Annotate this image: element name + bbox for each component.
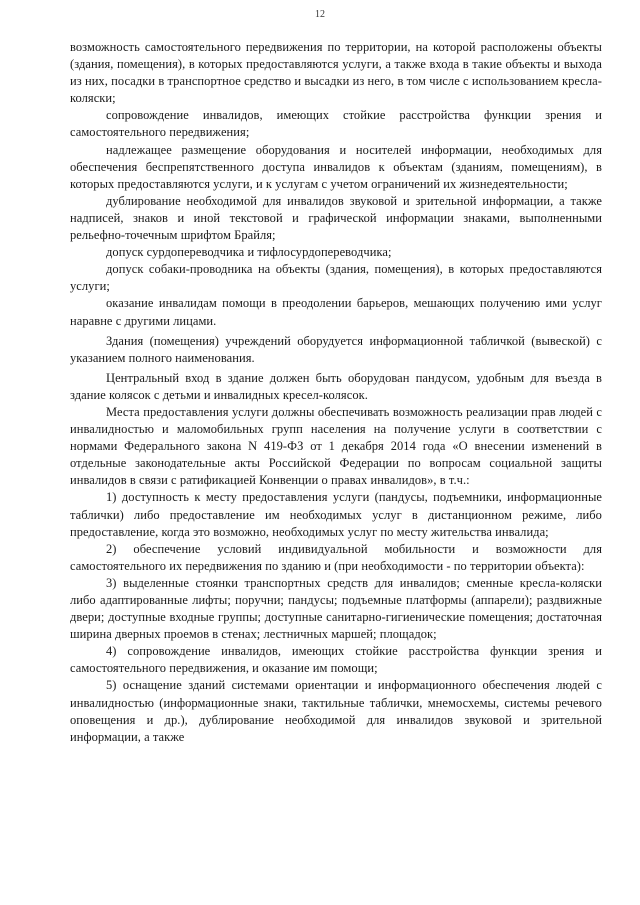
list-item-3: 3) выделенные стоянки транспортных средств для инвалидов; сменные кресла-коляски либо адаптированные лифты; поручни; пандусы; подъемные платформы (аппарели); раздвижные двери; доступные входные группы; доступные санитарно-гигиенические помещения; достаточная ширина дверных проемов в стенах; лестничных маршей; площадок;	[70, 575, 602, 642]
page-number: 12	[315, 9, 325, 20]
paragraph-service-places: Места предоставления услуги должны обеспечивать возможность реализации прав людей с инвалидностью и маломобильных групп населения на получение услуги в соответствии с нормами Федерального закона N 419-ФЗ от 1 декабря 2014 года «О внесении изменений в отдельные законодательные акты Российской Федерации по вопросам социальной защиты инвалидов в связи с ратификацией Конвенции о правах инвалидов», в т.ч.:	[70, 404, 602, 488]
paragraph-escort: сопровождение инвалидов, имеющих стойкие расстройства функции зрения и самостоятельного передвижения;	[70, 108, 602, 140]
paragraph-guide-dog: допуск собаки-проводника на объекты (здания, помещения), в которых предоставляются услуги;	[70, 262, 602, 294]
paragraph-equipment-placement: надлежащее размещение оборудования и носителей информации, необходимых для обеспечения беспрепятственного доступа инвалидов к объектам (зданиям, помещениям), в которых предоставляются услуги, и к услугам с учетом ограничений их жизнедеятельности;	[70, 142, 602, 191]
list-item-5: 5) оснащение зданий системами ориентации и информационного обеспечения людей с инвалидностью (информационные знаки, тактильные таблички, мнемосхемы, системы речевого оповещения и др.), дублирование необходимой для инвалидов звуковой и зрительной информации, а также	[70, 678, 602, 744]
list-item-1: 1) доступность к месту предоставления услуги (пандусы, подъемники, информационные таблички) либо предоставление им необходимых услуг в дистанционном режиме, либо предоставление, когда это возможно, необходимых услуг по месту жительства инвалида;	[70, 490, 602, 539]
paragraph-braille: дублирование необходимой для инвалидов звуковой и зрительной информации, а также надписей, знаков и иной текстовой и графической информации знаками, выполненными рельефно-точечным шрифтом Брайля;	[70, 193, 602, 243]
paragraph-barrier-help: оказание инвалидам помощи в преодолении барьеров, мешающих получению ими услуг наравне с другими лицами.	[70, 296, 602, 328]
list-item-4: 4) сопровождение инвалидов, имеющих стойкие расстройства функции зрения и самостоятельного передвижения, и оказание им помощи;	[70, 644, 602, 676]
paragraph-central-entrance: Центральный вход в здание должен быть оборудован пандусом, удобным для въезда в здание колясок с детьми и инвалидных кресел-колясок.	[70, 370, 602, 402]
paragraph-signboard: Здания (помещения) учреждений оборудуется информационной табличкой (вывеской) с указанием полного наименования.	[70, 333, 602, 365]
paragraph-sign-interpreter: допуск сурдопереводчика и тифлосурдопереводчика;	[106, 245, 392, 260]
document-body	[70, 39, 602, 746]
paragraph-continuation: возможность самостоятельного передвижения по территории, на которой расположены объекты (здания, помещения), в которых предоставляются услуги, а также входа в такие объекты и выхода из них, посадки в транспортное средство и высадки из него, в том числе с использованием кресла-коляски;	[70, 40, 602, 106]
list-item-2: 2) обеспечение условий индивидуальной мобильности и возможности для самостоятельного их передвижения по зданию и (при необходимости - по территории объекта):	[70, 541, 602, 573]
